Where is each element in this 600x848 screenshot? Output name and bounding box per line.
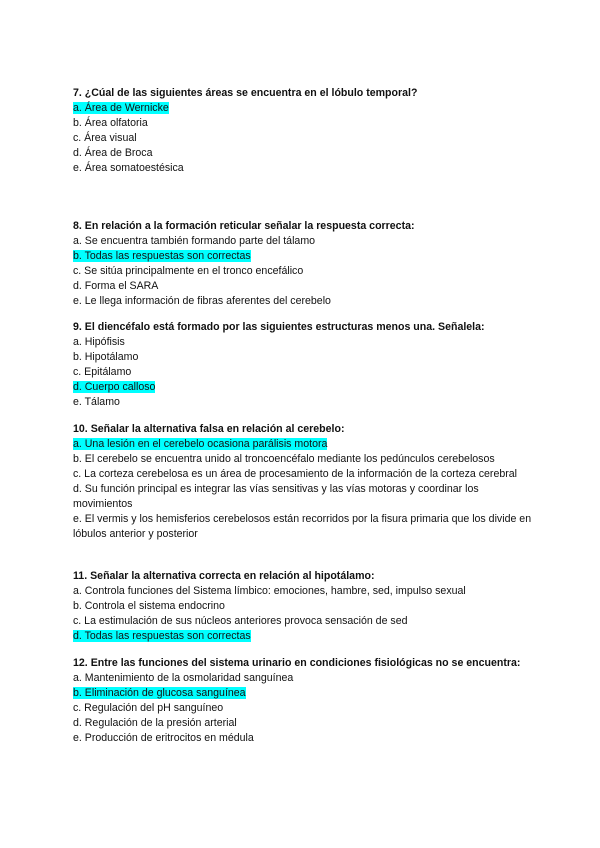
- option-c: c. Área visual: [73, 132, 137, 144]
- answer-highlight: d. Todas las respuestas son correctas: [73, 630, 251, 642]
- option-c: c. La corteza cerebelosa es un área de procesamiento de la información de la corteza cerebral: [73, 468, 518, 480]
- option-a: [73, 437, 533, 452]
- option-c: c. Regulación del pH sanguíneo: [73, 702, 224, 714]
- option-b: b. Controla el sistema endocrino: [73, 600, 225, 612]
- option-d: d. Área de Broca: [73, 147, 153, 159]
- option-a: [73, 101, 533, 116]
- answer-highlight: b. Todas las respuestas son correctas: [73, 250, 251, 262]
- option-e: e. Producción de eritrocitos en médula: [73, 732, 254, 744]
- answer-highlight: a. Una lesión en el cerebelo ocasiona parálisis motora: [73, 438, 328, 450]
- option-b: b. El cerebelo se encuentra unido al troncoencéfalo mediante los pedúnculos cerebelosos: [73, 453, 495, 465]
- option-a: a. Hipófisis: [73, 336, 125, 348]
- question-title: 8. En relación a la formación reticular señalar la respuesta correcta:: [73, 220, 415, 232]
- option-d: [73, 629, 533, 644]
- question-title: 11. Señalar la alternativa correcta en relación al hipotálamo:: [73, 570, 375, 582]
- option-a: a. Controla funciones del Sistema límbico: emociones, hambre, sed, impulso sexual: [73, 585, 466, 597]
- option-b: b. Área olfatoria: [73, 117, 148, 129]
- question-title: 10. Señalar la alternativa falsa en relación al cerebelo:: [73, 423, 345, 435]
- option-b: [73, 686, 533, 701]
- option-e: e. Tálamo: [73, 396, 120, 408]
- question-12: [73, 656, 533, 746]
- question-8: [73, 219, 533, 309]
- option-e: e. Le llega información de fibras aferentes del cerebelo: [73, 295, 331, 307]
- option-d: d. Regulación de la presión arterial: [73, 717, 237, 729]
- option-b: b. Hipotálamo: [73, 351, 139, 363]
- option-c: c. Epitálamo: [73, 366, 132, 378]
- question-11: [73, 569, 533, 644]
- answer-highlight: b. Eliminación de glucosa sanguínea: [73, 687, 246, 699]
- question-title: 9. El diencéfalo está formado por las siguientes estructuras menos una. Señalela:: [73, 321, 485, 333]
- option-c: c. La estimulación de sus núcleos anteriores provoca sensación de sed: [73, 615, 408, 627]
- option-c: c. Se sitúa principalmente en el tronco encefálico: [73, 265, 304, 277]
- option-d: [73, 380, 533, 395]
- option-e: e. Área somatoestésica: [73, 162, 184, 174]
- question-10: [73, 422, 533, 542]
- option-d: d. Forma el SARA: [73, 280, 159, 292]
- option-a: a. Se encuentra también formando parte del tálamo: [73, 235, 316, 247]
- option-e: e. El vermis y los hemisferios cerebelosos están recorridos por la fisura primaria que los divide en lóbulos anterior y posterior: [73, 513, 532, 540]
- answer-highlight: d. Cuerpo calloso: [73, 381, 156, 393]
- answer-highlight: a. Área de Wernicke: [73, 102, 169, 114]
- option-b: [73, 249, 533, 264]
- question-title: 12. Entre las funciones del sistema urinario en condiciones fisiológicas no se encuentra:: [73, 657, 521, 669]
- question-title: 7. ¿Cúal de las siguientes áreas se encuentra en el lóbulo temporal?: [73, 87, 418, 99]
- option-d: d. Su función principal es integrar las vías sensitivas y las vías motoras y coordinar los movimientos: [73, 483, 479, 510]
- question-9: [73, 320, 533, 410]
- option-a: a. Mantenimiento de la osmolaridad sanguínea: [73, 672, 294, 684]
- question-7: [73, 86, 533, 176]
